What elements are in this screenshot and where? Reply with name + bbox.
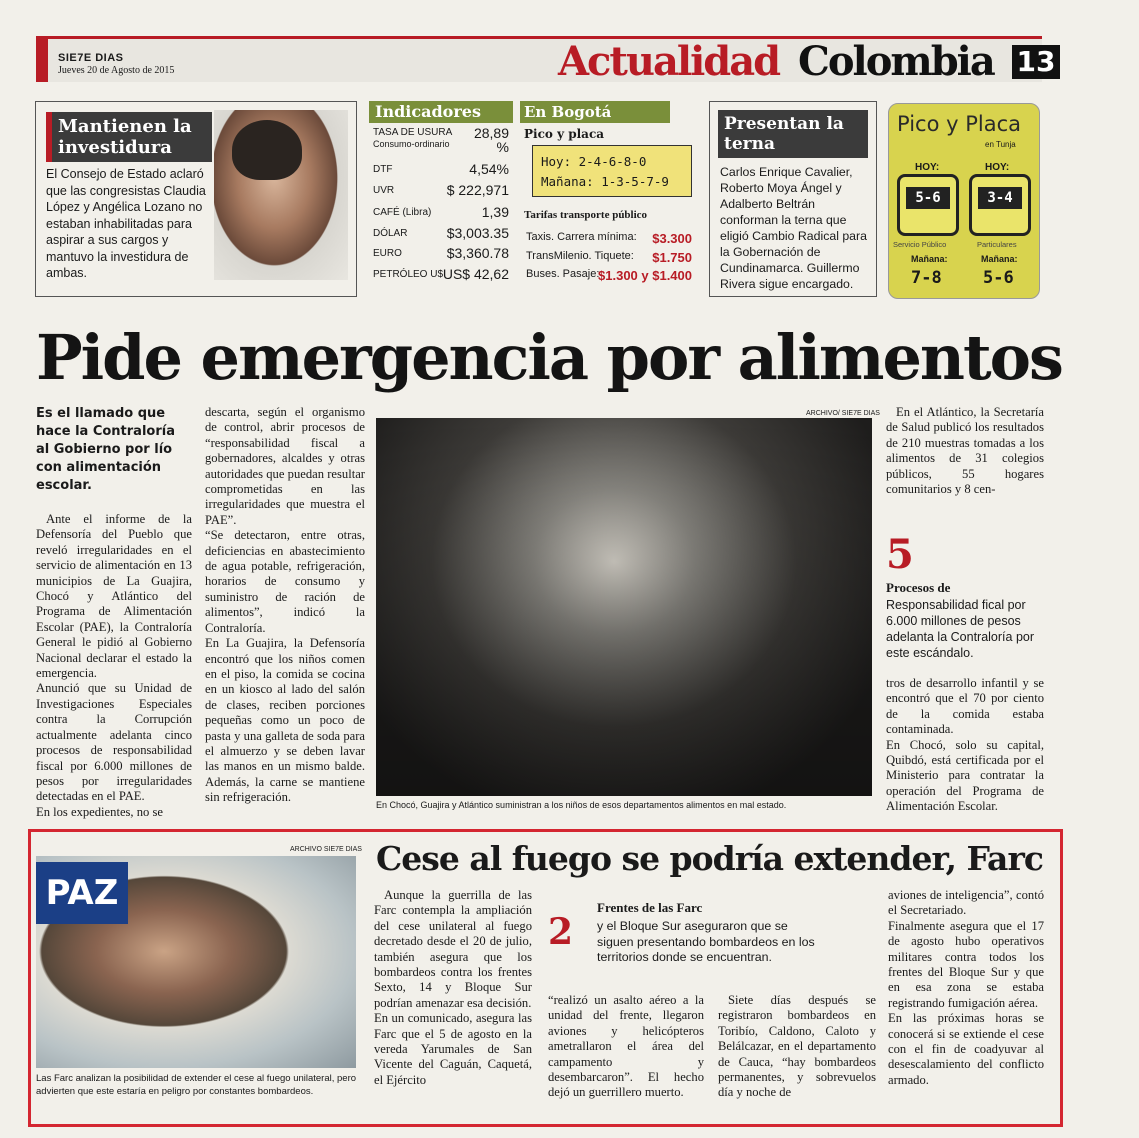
investidura-box [35,101,357,297]
masthead [36,36,1056,85]
bogota-box [520,101,698,287]
tarifas-title: Tarifas transporte público [524,209,648,221]
issue-date: Jueves 20 de Agosto de 2015 [58,65,175,76]
indicator-value: 4,54% [469,161,509,177]
farc-column-1 [374,888,532,1088]
pico-y-placa-sign [532,145,692,197]
farc-column-3 [718,993,876,1101]
indicator-label: DTF [373,164,393,175]
tarifa-label: TransMilenio. Tiquete: [526,250,634,262]
farc-col3-text: Siete días después se registraron bombardeos en Toribío, Caldono, Caloto y Belálcazar, en el departamento de Cauca, “hay bombardeos permanentes, y sobrevuelos día y noche de [718,993,876,1100]
pico-tunja-title: Pico y Placa [897,112,1021,136]
main-col3b-text: tros de desarrollo infantil y se encontró que el 70 por ciento de la comida estaba contaminada. En Chocó, solo su capital, Quibdó, está certificada por el Ministerio para contratar la operación del Programa de Alimentación Escolar. [886,676,1044,814]
bogota-title: En Bogotá [520,101,670,123]
pull-title: Procesos de [886,580,951,595]
pico-tunja-subtitle: en Tunja [985,140,1016,149]
farc-pull-body: y el Bloque Sur aseguraron que se siguen presentando bombardeos en los territorios donde se encuentran. [597,919,815,965]
main-col2-text: descarta, según el organismo de control, abrir procesos de “responsabilidad fiscal a gobernadores, alcaldes y otras autoridades que puedan resultar comprometidas en las irregularidades que muestra el PAE”. “Se detectaron, entre otras, deficiencias en abastecimiento de agua potable, refrigeración, horarios de consumo y suministro de ración de alimentos”, indicó la Contraloría. En La Guajira, la Defensoría encontró que los niños comen en el piso, la comida se cocina en un kiosco al lado del salón de clases, reciben porciones pequeñas como un poco de pasta y una galleta de soda para el almuerzo y se deben lavar las manos en un mismo balde. Además, la carne se mantiene sin refrigeración. [205,405,365,805]
main-col1-text: Ante el informe de la Defensoría del Pueblo que reveló irregularidades en el servicio de alimentación en 13 municipios de La Guajira, Chocó y Atlántico del Programa de Alimentación Escolar (PAE), la Contraloría General le pidió al Gobierno Nacional declarar el estado la emergencia. Anunció que su Unidad de Investigaciones Especiales contra la Corrupción actualmente adelanta cinco procesos de responsabilidad fiscal por 6.000 millones de pesos por irregularidades detectadas en el PAE. En los expedientes, no se [36,512,192,819]
indicator-value: $ 222,971 [446,182,509,198]
main-column-3a [886,405,1044,497]
particular-manana-digits: 5-6 [983,268,1014,288]
investidura-body: El Consejo de Estado aclaró que las congresistas Claudia López y Angélica Lozano no estaban inhabilitadas para aspirar a sus cargos y mantuvo la investidura de ambas. [46,167,206,280]
pico-manana: Mañana: 1-3-5-7-9 [541,174,669,189]
tarifa-row [526,250,698,265]
publico-hoy-digits: 5-6 [906,187,950,209]
paz-sign: PAZ [36,862,128,924]
tarifa-label: Buses. Pasaje: [526,268,600,280]
farc-column-2 [548,993,704,1101]
farc-photo-caption: Las Farc analizan la posibilidad de extender el cese al fuego unilateral, pero advierten que este estaría en peligro por constantes bombardeos. [36,1073,357,1097]
terna-box [709,101,877,297]
indicator-label: TASA DE USURA [373,127,453,138]
farc-col4-text: aviones de inteligencia”, contó el Secretariado. Finalmente asegura que el 17 de agosto hubo operativos militares contra todos los frentes del Bloque Sur y que en esa zona se estaba registrando fumigación aérea. En las próximas horas se conocerá si se extiende el cese con el fin de coadyuvar al desescalamiento del conflicto armado. [888,888,1044,1087]
publico-label: Servicio Público [893,240,947,249]
portrait-photo [214,110,348,280]
farc-photo-credit: ARCHIVO SIE7E DIAS [290,846,362,853]
car-icon [969,174,1031,236]
section-title-black: Colombia [798,38,994,85]
indicator-label: UVR [373,185,395,196]
main-col3a-text: En el Atlántico, la Secretaría de Salud publicó los resultados de 210 muestras tomadas a los alimentos de 31 colegios públicos, 55 hogares comunitarios y 8 cen- [886,405,1044,497]
indicator-row [373,266,513,284]
terna-title: Presentan la terna [718,110,868,158]
farc-headline: Cese al fuego se podría extender, Farc [376,839,1043,878]
indicator-value: $3,003.35 [446,225,509,241]
tarifa-value: $3.300 [652,231,692,246]
photo-caption: En Chocó, Guajira y Atlántico suministran a los niños de esos departamentos alimentos en mal estado. [376,800,787,810]
indicator-row [373,182,513,200]
hoy-label-particular: HOY: [985,162,1010,173]
indicator-value: US$ 42,62 [442,266,509,282]
pico-tunja-box [888,103,1040,299]
pull-body: Responsabilidad fical por 6.000 millones de pesos adelanta la Contraloría por este escándalo. [886,598,1035,660]
indicator-value: 28,89 [473,125,509,141]
tarifa-row [526,268,698,283]
indicator-row [373,245,513,263]
indicator-row [373,127,513,155]
indicator-label: EURO [373,248,402,259]
farc-col2-text: “realizó un asalto aéreo a la unidad del frente, llegaron aviones y helicópteros ametrallaron el área del campamento y desembarcaron”. El hecho dejó un guerrillero muerto. [548,993,704,1100]
pico-hoy: Hoy: 2-4-6-8-0 [541,154,647,169]
hoy-label-publico: HOY: [915,162,940,173]
page-number: 13 [1012,45,1060,79]
terna-body: Carlos Enrique Cavalier, Roberto Moya Ángel y Adalberto Beltrán conforman la terna que eligió Cambio Radical para la Gobernación de Cundinamarca. Guillermo Rivera sigue encargado. [720,165,867,291]
particular-label: Particulares [977,240,1017,249]
indicator-row [373,225,513,243]
pico-y-placa-label: Pico y placa [524,127,605,141]
main-headline: Pide emergencia por alimentos [36,321,1062,394]
indicadores-box [369,101,513,287]
pull-number: 5 [886,531,914,578]
bus-icon [897,174,959,236]
tarifa-value: $1.750 [652,250,692,265]
indicator-row [373,161,513,179]
tarifa-value: $1.300 y $1.400 [598,268,692,283]
indicator-label: DÓLAR [373,228,408,239]
farc-column-4 [888,888,1044,1088]
publico-manana-digits: 7-8 [911,268,942,288]
brand-name: SIE7E DIAS [58,52,124,64]
tarifa-row [526,231,698,246]
main-column-1 [36,512,192,820]
indicator-value: 1,39 [481,204,509,220]
main-column-3b [886,676,1044,815]
indicator-label: PETRÓLEO U$ [373,269,444,280]
indicator-value: $3,360.78 [446,245,509,261]
particular-hoy-digits: 3-4 [978,187,1022,209]
manana-label-particular: Mañana: [981,254,1018,264]
indicator-unit: % [496,139,509,155]
main-deck: Es el llamado que hace la Contraloría al Gobierno por lío con alimentación escolar. [36,406,175,493]
masthead-red-bar [36,39,48,82]
food-photo [376,418,872,796]
section-title-red: Actualidad [558,38,780,85]
indicadores-title: Indicadores [369,101,513,123]
indicator-row [373,204,513,222]
investidura-title: Mantienen la investidura [46,112,212,162]
indicator-sublabel: Consumo-ordinario [373,139,450,149]
photo-credit: ARCHIVO/ SIE7E DIAS [806,410,880,417]
main-column-2 [205,405,365,806]
farc-pull-title: Frentes de las Farc [597,900,703,915]
indicator-label: CAFÉ (Libra) [373,207,432,218]
farc-pull-number: 2 [548,911,574,953]
tarifa-label: Taxis. Carrera mínima: [526,231,637,243]
manana-label-publico: Mañana: [911,254,948,264]
farc-col1-text: Aunque la guerrilla de las Farc contempla la ampliación del cese unilateral al fuego decretado desde el 20 de julio, también asegura que los bombardeos contra los frentes Sexto, 14 y Bloque Sur podrían amenazar esa decisión. En un comunicado, asegura las Farc que el 5 de agosto en la vereda Yarumales de San Vicente del Caguán, Caquetá, el Ejército [374,888,532,1087]
